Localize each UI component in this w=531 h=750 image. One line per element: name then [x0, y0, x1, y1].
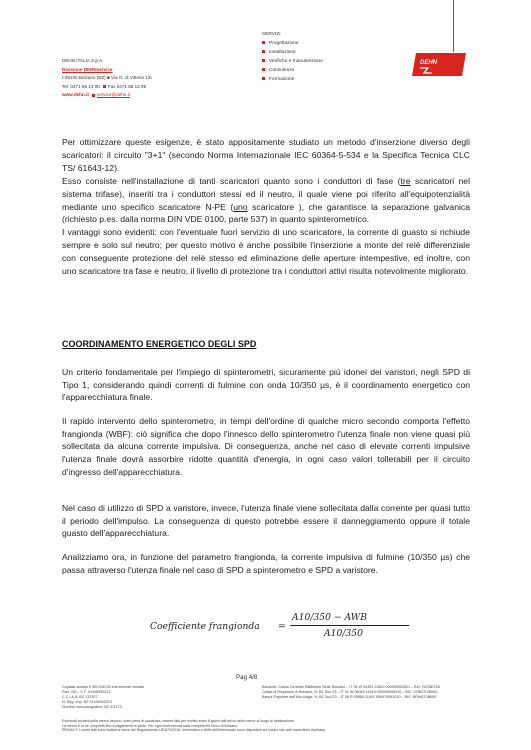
formula-denominator: A10/350	[324, 628, 363, 639]
paragraph-analisi: Analizziamo ora, in funzione del parametro frangionda, la corrente impulsiva di fulmine (10/350 µs) che passa attraverso l'utenza finale nel caso di SPD a spinterometro e SPD a varistore.	[62, 552, 470, 575]
paragraph-varistore: Nel caso di utilizzo di SPD a varistore, invece, l'utenza finale viene sollecitata dalla corrente per quasi tutto il periodo dell'impulso. La conseguenza di questo potrebbe essere il danneggiamento oppure il totale guasto dell'apparecchiatura.	[62, 503, 470, 539]
page-number: Pag 4/8	[236, 674, 258, 681]
bullet-icon	[262, 41, 265, 44]
dehn-logo	[412, 52, 466, 77]
company-name: DEHN ITALIA S.p.A.	[62, 58, 104, 63]
formula-lhs: Coefficiente frangionda	[150, 621, 260, 632]
intro-paragraph: Per ottimizzare queste esigenze, è stato appositamente studiato un metodo d'inserzione diverso degli scaricatori: il circuito "3+1" (secondo Norma Internazionale IEC 60364-5-534 e la Specifica Tecnica CLC TS/ 61643-12). Esso consiste nell'installazione di tanti scaricatori quanto sono i conduttori di fase (tre scaricatori nel sistema trifase), inseriti tra i conduttori stessi ed il neutro, il quale viene poi riferito all'equipotenzialità mediante uno specifico scaricatore N-PE (uno scaricatore ), che garantisce la separazione galvanica (richiesto p.es. dalla norma DIN VDE 0100, parte 537) in quanto spinterometrico. I vantaggi sono evidenti: con l'eventuale fuori servizio di uno scaricatore, la corrente di guasto si richiude sempre e solo sul neutro; per questo motivo è anche possibile l'inserzione a monte del relè differenziale con conseguente protezione del relè stesso ed eliminazione delle aperture intempestive, ed inoltre, con uno scaricatore tra fase e neutro, il livello di protezione tra i conduttori attivi risulta notevolmente migliorato.	[62, 137, 470, 277]
tel-number: Tel. 0471 56 13 00	[62, 83, 100, 89]
contact-phones	[62, 83, 262, 92]
email-link[interactable]: service@dehn.it	[96, 92, 130, 98]
section-heading: COORDINAMENTO ENERGETICO DEGLI SPD	[62, 339, 257, 349]
bullet-icon	[262, 77, 265, 80]
footer-notes: Eventuali reclami sulla merce devono, sotto pena di scadenza, essere fatti per iscritto entro 8 giorni dall'arrivo della merce al luogo di destinazione. La merce è in ns. proprietà fino a pagamento a saldo. Per ogni controversia sarà competente il foro di Bolzano. PRIVACY: I nostri dati sono trattati ai sensi del Regolamento UE/679/2016; informativa e diritti dell'interessato sono disponibili sul nostro sito web www.dehn.it/privacy	[62, 719, 326, 733]
company-address: I-39100 Bolzano (BZ) ■ Via G. di Vittorio 1/b	[62, 75, 152, 81]
fax-number: Fax 0471 56 13 99	[107, 83, 147, 89]
formula-numerator: A10/350 − AWB	[292, 612, 367, 623]
paragraph-intervento: Il rapido intervento dello spinterometro, in tempi dell'ordine di qualche micro secondo comporta l'effetto frangionda (WBF): ciò significa che dopo l'innesco dello spinterometro l'utenza finale non viene quasi più sollecitata da alcuna corrente impulsiva. Di conseguenza, anche nel caso di elevate correnti impulsive l'utenza finale dovrà assorbire ridotte quantità d'energia, in ogni caso valori tollerabili per il circuito d'ingresso dell'apparecchiatura.	[62, 416, 470, 477]
fraction-bar	[290, 625, 409, 626]
contact-web	[62, 91, 262, 100]
bullet-icon	[262, 68, 265, 71]
bullet-icon	[262, 59, 265, 62]
service-item: Formazione	[262, 76, 382, 85]
footer-company-legal: Capitale sociale € 500.000,00 interamente versato Part. IVA – C.F. 01446930213 C.C.I.A.A. BZ 131357 N. Reg. Imp. BZ 01446930213 Numero meccanografico: BZ 011173	[62, 685, 145, 709]
service-item: Verifiche e manutenzione	[262, 58, 382, 67]
company-info	[62, 57, 262, 100]
services-list	[262, 31, 382, 84]
division-name: Divisione DEHNservice	[62, 66, 113, 72]
separator-square-icon	[103, 85, 106, 88]
service-item: Installazione	[262, 49, 382, 58]
service-item: Progettazione	[262, 40, 382, 49]
separator-square-icon	[92, 94, 95, 97]
services-title: SERVIZI	[262, 32, 281, 37]
formula-equals: =	[278, 621, 286, 632]
logo-text: DEHN	[420, 60, 438, 66]
service-item: Consulenze	[262, 67, 382, 76]
bullet-icon	[262, 50, 265, 53]
website-link[interactable]: www.dehn.it	[62, 92, 89, 98]
paragraph-criterio: Un criterio fondamentale per l'impiego di spinterometri, sicuramente più idonei dei varistori, negli SPD di Tipo 1, considerando quindi correnti di fulmine con onda 10/350 µs, è il coordinamento energetico con l'apparecchiatura finale.	[62, 367, 470, 403]
footer-banks: Bancche: Cassa Centrale Raiffeisen Sede Bolzano – IT 06 W 03493 11600 000300003521 – BIC: RZSBIT2B Cassa di Risparmio di Bolzano, N. BZ Sud 23 – IT 31 W 06045 11619 000000006010 – BIC: CRBZIT2B062 Banca Popolare dell'Alto Adige, N. BZ Sud 23 – IT 58 R 05856 11601 050570092010 – BIC: BPAAIT2B050	[262, 685, 440, 699]
header-red-line	[453, 0, 454, 52]
